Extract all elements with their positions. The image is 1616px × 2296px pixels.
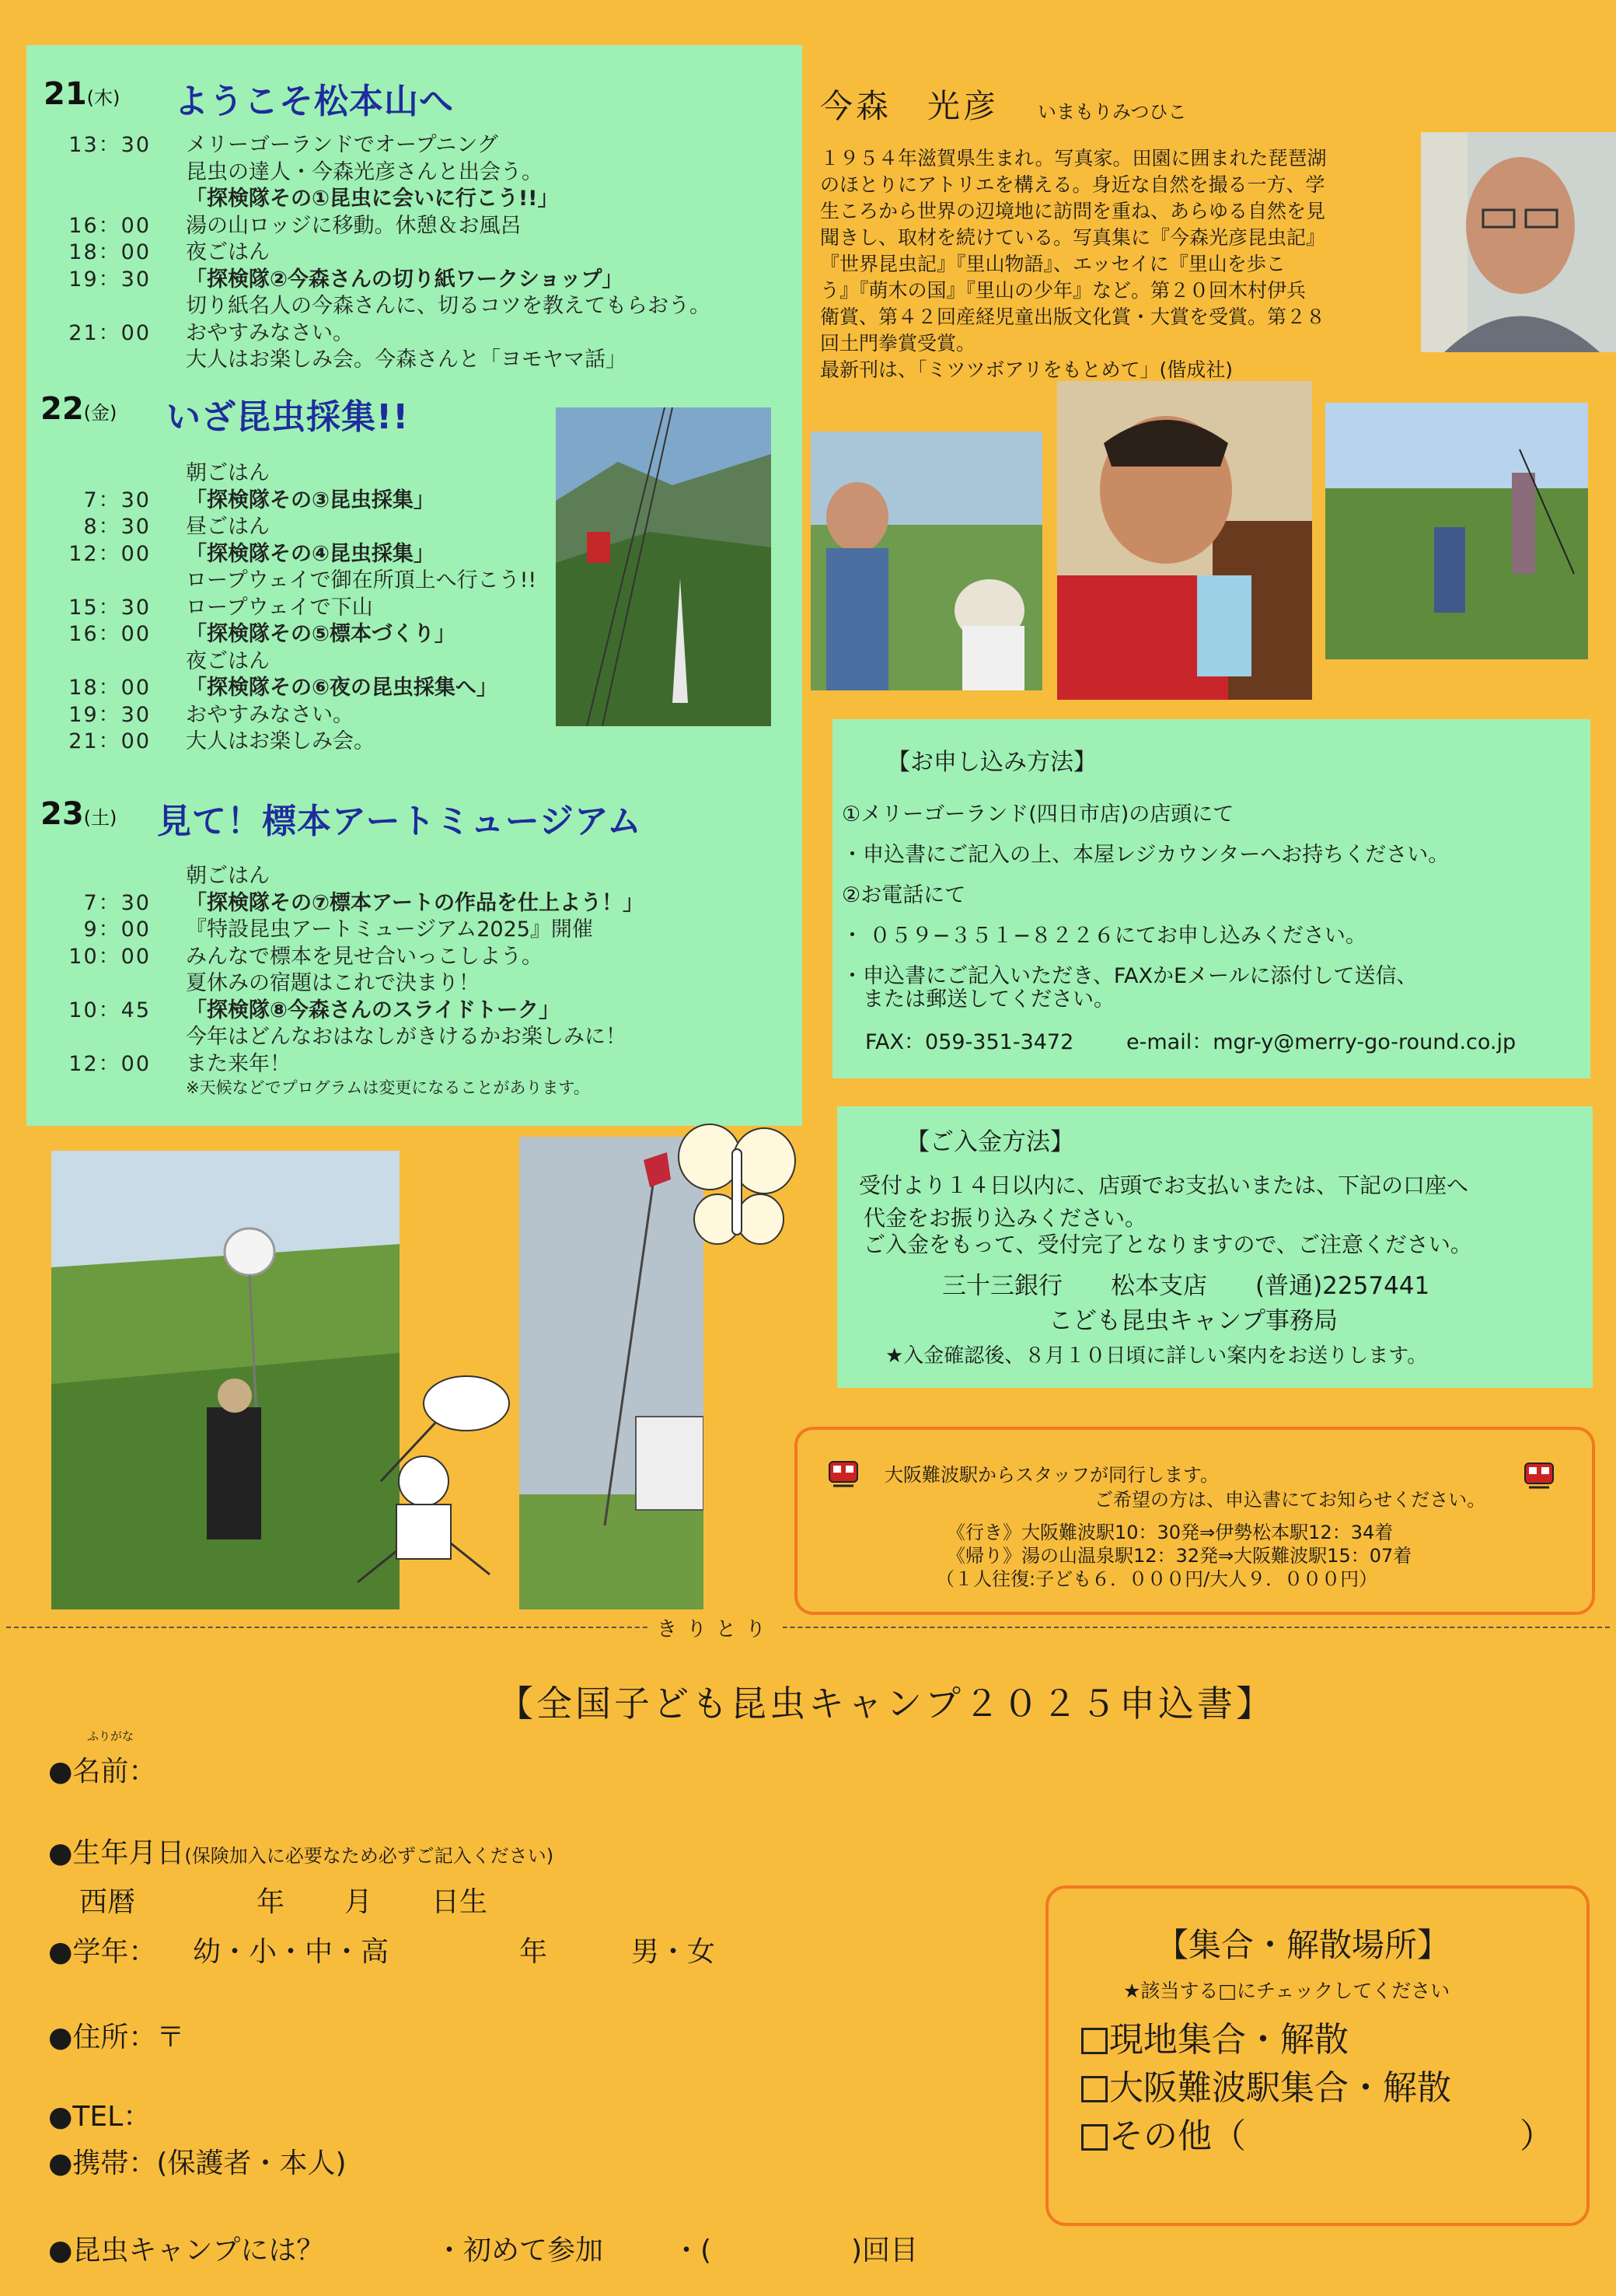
train-icon (827, 1459, 860, 1489)
address-field[interactable]: ●住所：〒 (48, 2022, 185, 2053)
school-options[interactable]: 幼・小・中・高 (193, 1936, 389, 1968)
schedule-activity: おやすみなさい。 (186, 320, 354, 345)
schedule-activity: みんなで標本を見せ合いっこしよう。 (186, 944, 543, 969)
furigana-label: ふりがな (87, 1729, 134, 1743)
hiking-photo (1325, 403, 1588, 659)
apply-line: ②お電話にて (842, 883, 966, 907)
payment-line: 受付より１４日以内に、店頭でお支払いまたは、下記の口座へ (859, 1172, 1469, 1198)
schedule-time: 12：00 (68, 1051, 151, 1076)
schedule-time: 21：00 (68, 320, 151, 345)
apply-line: ・ ０５９−３５１−８２２６にてお申し込みください。 (842, 924, 1366, 948)
bus-line: （１人往復:子ども６．０００円/大人９．０００円） (936, 1568, 1378, 1590)
grade-field[interactable]: ●学年： (48, 1936, 157, 1968)
bio-line: １９５４年滋賀県生まれ。写真家。田園に囲まれた琵琶湖 (820, 147, 1327, 169)
schedule-activity: 朝ごはん (186, 461, 270, 485)
day1-title: ようこそ松本山へ (174, 82, 454, 121)
portrait-photo (1421, 132, 1616, 352)
schedule-activity: 「探検隊その①昆虫に会いに行こう!!」 (186, 187, 559, 211)
schedule-time: 16：00 (68, 622, 151, 646)
schedule-activity: 切り紙名人の今森さんに、切るコツを教えてもらおう。 (186, 294, 710, 318)
payment-line: ご入金をもって、受付完了となりますので、ご注意ください。 (864, 1232, 1472, 1257)
bus-line: 《帰り》湯の山温泉駅12：32発⇒大阪難波駅15：07着 (947, 1545, 1412, 1567)
profile-name: 今森 光彦 (820, 87, 1000, 125)
apply-line: または郵送してください。 (842, 987, 1115, 1012)
meeting-place-box (1045, 1885, 1590, 2226)
schedule-panel (26, 45, 802, 1126)
fax-number: FAX：059-351-3472 (865, 1030, 1074, 1054)
apply-line: ・申込書にご記入の上、本屋レジカウンターへお持ちください。 (842, 843, 1450, 867)
schedule-time: 7：30 (83, 488, 151, 512)
schedule-activity: 夏休みの宿題はこれで決まり！ (186, 971, 480, 995)
option-namba[interactable]: 大阪難波駅集合・解散 (1081, 2060, 1451, 2109)
papercut-photo (1057, 381, 1312, 700)
schedule-time: 10：45 (68, 998, 151, 1022)
schedule-activity: 昼ごはん (186, 515, 270, 539)
schedule-time: 15：30 (68, 595, 151, 620)
apply-heading: 【お申し込み方法】 (887, 749, 1097, 776)
day3-date: 23(土) (40, 796, 117, 832)
form-title: 【全国子ども昆虫キャンプ２０２５申込書】 (497, 1683, 1275, 1725)
schedule-time: 18：00 (68, 676, 151, 700)
schedule-activity: ロープウェイで御在所頂上へ行こう!! (186, 568, 537, 592)
day3-title: 見て！標本アートミュージアム (157, 802, 642, 841)
year-label: 年 (257, 1886, 285, 1918)
email-address[interactable]: e-mail：mgr-y@merry-go-round.co.jp (1126, 1030, 1517, 1054)
schedule-activity: また来年！ (186, 1051, 291, 1076)
checkbox-icon[interactable] (1081, 2124, 1108, 2151)
meeting-note: ★該当する□にチェックしてください (1123, 1980, 1450, 2002)
bio-line: 聞きし、取材を続けている。写真集に『今森光彦昆虫記』 (820, 226, 1326, 249)
payment-line: 代金をお振り込みください。 (864, 1205, 1147, 1231)
schedule-note: ※天候などでプログラムは変更になることがあります。 (186, 1078, 590, 1097)
day-label: 日生 (431, 1886, 488, 1918)
schedule-time: 19：30 (68, 267, 151, 292)
schedule-time: 12：00 (68, 541, 151, 566)
schedule-time: 18：00 (68, 240, 151, 264)
bus-line: ご希望の方は、申込書にてお知らせください。 (1094, 1489, 1486, 1511)
bio-line: う』『萌木の国』『里山の少年』など。第２０回木村伊兵 (820, 279, 1307, 302)
schedule-time: 7：30 (83, 890, 151, 915)
cut-line (6, 1627, 1610, 1628)
bio-line: 回土門拳賞受賞。 (820, 332, 976, 355)
option-other[interactable]: その他（ ） (1081, 2108, 1554, 2158)
month-label: 月 (344, 1886, 373, 1918)
bank-account: 三十三銀行 松本支店 (普通)2257441 (942, 1272, 1430, 1300)
schedule-activity: おやすみなさい。 (186, 702, 354, 727)
schedule-activity: 大人はお楽しみ会。 (186, 729, 375, 753)
schedule-time: 19：30 (68, 702, 151, 727)
schedule-activity: 今年はどんなおはなしがきけるかお楽しみに！ (186, 1025, 627, 1049)
schedule-time: 21：00 (68, 729, 151, 753)
payment-notice: ★入金確認後、８月１０日頃に詳しい案内をお送りします。 (885, 1344, 1428, 1368)
schedule-time: 8：30 (83, 515, 151, 539)
train-icon (1523, 1461, 1555, 1490)
schedule-activity: 「探検隊その⑤標本づくり」 (186, 622, 455, 646)
bio-line: のほとりにアトリエを構える。身近な自然を撮る一方、学 (820, 173, 1325, 196)
tel-field[interactable]: ●TEL： (48, 2101, 152, 2133)
option-local[interactable]: 現地集合・解散 (1081, 2011, 1349, 2061)
birthdate-field[interactable]: ●生年月日(保険加入に必要なため必ずご記入ください) (48, 1837, 554, 1869)
bio-line: 『世界昆虫記』『里山物語』、エッセイに『里山を歩こ (820, 253, 1286, 275)
ropeway-photo (556, 407, 771, 726)
schedule-time: 9：00 (83, 917, 151, 942)
first-time-option[interactable]: ・初めて参加 (435, 2235, 604, 2266)
bus-line: 《行き》大阪難波駅10：30発⇒伊勢松本駅12：34着 (947, 1522, 1394, 1543)
profile-bio (820, 145, 1391, 383)
meeting-title: 【集合・解散場所】 (1156, 1926, 1450, 1964)
schedule-activity: 朝ごはん (186, 864, 270, 888)
schedule-time: 13：30 (68, 133, 151, 157)
bio-line: 最新刊は、「ミツツボアリをもとめて」(偕成社) (820, 358, 1234, 381)
bio-line: 生ころから世界の辺境地に訪問を重ね、あらゆる自然を見 (820, 200, 1326, 222)
cut-label: きりとり (649, 1613, 783, 1642)
schedule-activity: ロープウェイで下山 (186, 595, 373, 620)
schedule-activity: 夜ごはん (186, 240, 270, 264)
boy-with-net-illustration (350, 1365, 517, 1590)
schedule-activity: 『特設昆虫アートミュージアム2025』開催 (186, 917, 593, 942)
camp-count-field: ●昆虫キャンプには？ (48, 2235, 325, 2266)
checkbox-icon[interactable] (1081, 2028, 1108, 2054)
schedule-activity: 湯の山ロッジに移動。休憩＆お風呂 (186, 213, 522, 238)
schedule-activity: メリーゴーランドでオープニング (186, 133, 498, 157)
collecting-photo (51, 1151, 400, 1609)
apply-line: ・申込書にご記入いただき、FAXかEメールに添付して送信、 (842, 964, 1418, 988)
schedule-time: 16：00 (68, 213, 151, 238)
schedule-activity: 夜ごはん (186, 648, 270, 673)
insect-net-photo (811, 432, 1042, 690)
schedule-activity: 「探検隊その⑦標本アートの作品を仕上よう！」 (186, 890, 644, 915)
bus-info-box (794, 1427, 1595, 1615)
mobile-field[interactable]: ●携帯：(保護者・本人) (48, 2147, 347, 2179)
payment-method-box (837, 1106, 1593, 1388)
name-field[interactable]: ●名前： (48, 1756, 157, 1788)
bio-line: 衛賞、第４２回産経児童出版文化賞・大賞を受賞。第２８ (820, 306, 1326, 328)
schedule-activity: 大人はお楽しみ会。今森さんと「ヨモヤマ話」 (186, 348, 627, 372)
seireki-label: 西暦 (79, 1886, 136, 1918)
grade-year-label: 年 (519, 1936, 548, 1968)
gender-options[interactable]: 男・女 (631, 1936, 716, 1968)
checkbox-icon[interactable] (1081, 2076, 1108, 2102)
profile-kana: いまもりみつひこ (1038, 101, 1187, 123)
schedule-activity: 「探検隊その③昆虫採集」 (186, 488, 435, 512)
schedule-activity: 「探検隊②今森さんの切り紙ワークショップ」 (186, 267, 623, 292)
account-name: こども昆虫キャンプ事務局 (1049, 1307, 1338, 1335)
bus-line: 大阪難波駅からスタッフが同行します。 (885, 1464, 1220, 1486)
day1-date: 21(木) (44, 76, 120, 112)
times-option[interactable]: ・( )回目 (672, 2235, 919, 2266)
day2-title: いざ昆虫採集!! (166, 397, 410, 437)
schedule-activity: 昆虫の達人・今森光彦さんと出会う。 (186, 159, 543, 184)
schedule-activity: 「探検隊⑧今森さんのスライドトーク」 (186, 998, 560, 1022)
schedule-time: 10：00 (68, 944, 151, 969)
schedule-activity: 「探検隊その⑥夜の昆虫採集へ」 (186, 676, 497, 700)
apply-line: ①メリーゴーランド(四日市店)の店頭にて (842, 802, 1234, 826)
payment-heading: 【ご入金方法】 (906, 1128, 1074, 1156)
schedule-activity: 「探検隊その④昆虫採集」 (186, 541, 435, 566)
butterfly-illustration (675, 1118, 799, 1258)
apply-method-box (832, 719, 1590, 1078)
day2-date: 22(金) (40, 391, 117, 427)
